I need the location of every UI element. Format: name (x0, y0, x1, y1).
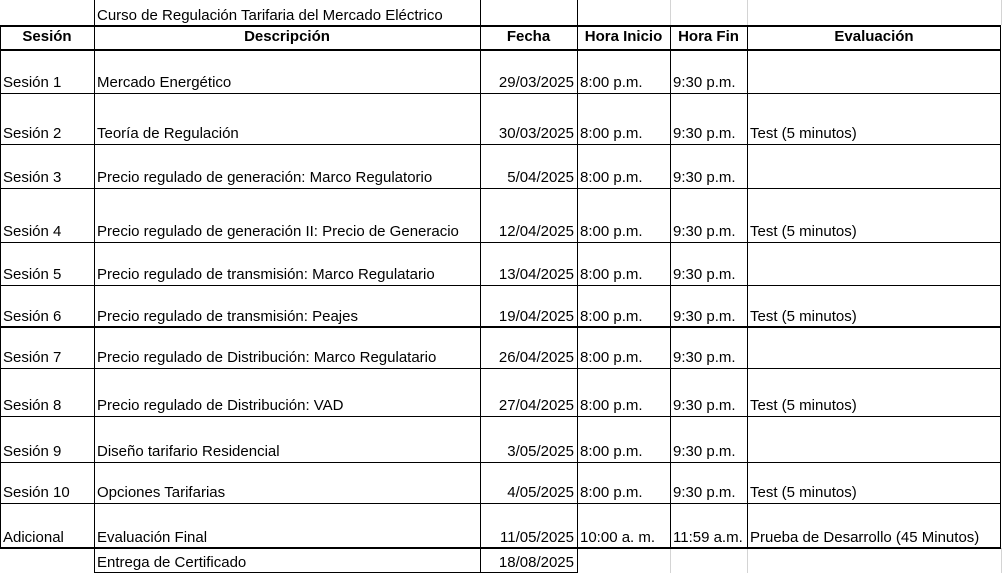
end-time-cell[interactable]: 9:30 p.m. (673, 484, 736, 501)
start-time-cell[interactable]: 8:00 p.m. (580, 308, 643, 325)
column-header-start[interactable]: Hora Inicio (584, 28, 663, 45)
gridline (747, 548, 748, 573)
column-border (94, 548, 95, 573)
description-cell[interactable]: Precio regulado de generación II: Precio de Generacio (97, 223, 459, 240)
evaluation-cell[interactable]: Test (5 minutos) (750, 125, 857, 142)
date-cell[interactable]: 13/04/2025 (498, 266, 574, 283)
certificate-date[interactable]: 18/08/2025 (498, 554, 574, 571)
evaluation-cell[interactable] (747, 244, 1001, 285)
evaluation-cell[interactable] (747, 418, 1001, 462)
description-cell[interactable]: Diseño tarifario Residencial (97, 443, 280, 460)
title-border-left (94, 0, 95, 25)
sheet-title[interactable]: Curso de Regulación Tarifaria del Mercado Eléctrico (97, 7, 443, 24)
date-cell[interactable]: 19/04/2025 (498, 308, 574, 325)
end-time-cell[interactable]: 9:30 p.m. (673, 397, 736, 414)
description-cell[interactable]: Opciones Tarifarias (97, 484, 226, 501)
date-cell[interactable]: 5/04/2025 (507, 169, 574, 186)
end-time-cell[interactable]: 11:59 a.m. (673, 529, 743, 546)
date-cell[interactable]: 12/04/2025 (498, 223, 574, 240)
description-cell[interactable]: Precio regulado de transmisión: Marco Regulatario (97, 266, 435, 283)
description-cell[interactable]: Evaluación Final (97, 529, 208, 546)
session-cell[interactable]: Sesión 2 (3, 125, 62, 142)
session-cell[interactable]: Sesión 5 (3, 266, 62, 283)
session-cell[interactable]: Sesión 3 (3, 169, 62, 186)
description-cell[interactable]: Teoría de Regulación (97, 125, 239, 142)
column-header-evaluation[interactable]: Evaluación (834, 28, 914, 45)
date-cell[interactable]: 3/05/2025 (507, 443, 574, 460)
certificate-description[interactable]: Entrega de Certificado (97, 554, 247, 571)
end-time-cell[interactable]: 9:30 p.m. (673, 223, 736, 240)
evaluation-cell[interactable] (747, 146, 1001, 188)
start-time-cell[interactable]: 8:00 p.m. (580, 74, 643, 91)
session-cell[interactable]: Sesión 10 (3, 484, 70, 501)
start-time-cell[interactable]: 8:00 p.m. (580, 397, 643, 414)
row-border (0, 93, 1001, 94)
session-cell[interactable]: Sesión 6 (3, 308, 62, 325)
evaluation-cell[interactable]: Test (5 minutos) (750, 308, 857, 325)
title-border-right (480, 0, 481, 25)
session-cell[interactable]: Adicional (3, 529, 64, 546)
end-time-cell[interactable]: 9:30 p.m. (673, 74, 736, 91)
start-time-cell[interactable]: 8:00 p.m. (580, 169, 643, 186)
column-border (480, 548, 481, 573)
column-header-description[interactable]: Descripción (244, 28, 330, 45)
evaluation-cell[interactable] (747, 329, 1001, 368)
start-time-cell[interactable]: 8:00 p.m. (580, 484, 643, 501)
start-time-cell[interactable]: 8:00 p.m. (580, 266, 643, 283)
title-border-right (577, 0, 578, 25)
evaluation-cell[interactable] (747, 51, 1001, 93)
row-border (0, 416, 1001, 417)
column-border (670, 25, 671, 548)
start-time-cell[interactable]: 8:00 p.m. (580, 349, 643, 366)
session-cell[interactable]: Sesión 4 (3, 223, 62, 240)
date-cell[interactable]: 27/04/2025 (498, 397, 574, 414)
column-border (577, 25, 578, 548)
row-border (0, 188, 1001, 189)
description-cell[interactable]: Precio regulado de Distribución: Marco Regulatario (97, 349, 437, 366)
start-time-cell[interactable]: 10:00 a. m. (580, 529, 656, 546)
column-border (1000, 25, 1001, 548)
row-border (0, 503, 1001, 504)
column-border (480, 25, 481, 548)
date-cell[interactable]: 11/05/2025 (500, 529, 574, 546)
header-top-border (0, 25, 1001, 27)
date-cell[interactable]: 4/05/2025 (507, 484, 574, 501)
end-time-cell[interactable]: 9:30 p.m. (673, 125, 736, 142)
session-cell[interactable]: Sesión 1 (3, 74, 62, 91)
column-header-end[interactable]: Hora Fin (678, 28, 739, 45)
session-cell[interactable]: Sesión 7 (3, 349, 62, 366)
row-border (0, 462, 1001, 463)
end-time-cell[interactable]: 9:30 p.m. (673, 349, 736, 366)
row-border (0, 242, 1001, 243)
description-cell[interactable]: Mercado Energético (97, 74, 232, 91)
evaluation-cell[interactable]: Test (5 minutos) (750, 223, 857, 240)
start-time-cell[interactable]: 8:00 p.m. (580, 443, 643, 460)
date-cell[interactable]: 26/04/2025 (498, 349, 574, 366)
end-time-cell[interactable]: 9:30 p.m. (673, 169, 736, 186)
end-time-cell[interactable]: 9:30 p.m. (673, 443, 736, 460)
end-time-cell[interactable]: 9:30 p.m. (673, 308, 736, 325)
gridline (1001, 548, 1002, 573)
date-cell[interactable]: 30/03/2025 (498, 125, 574, 142)
row-border (0, 368, 1001, 369)
date-cell[interactable]: 29/03/2025 (498, 74, 574, 91)
row-border (0, 144, 1001, 145)
column-header-date[interactable]: Fecha (506, 28, 551, 45)
session-cell[interactable]: Sesión 8 (3, 397, 62, 414)
end-time-cell[interactable]: 9:30 p.m. (673, 266, 736, 283)
start-time-cell[interactable]: 8:00 p.m. (580, 125, 643, 142)
description-cell[interactable]: Precio regulado de generación: Marco Regulatorio (97, 169, 433, 186)
column-border (0, 25, 1, 548)
column-border (577, 548, 578, 573)
evaluation-cell[interactable]: Test (5 minutos) (750, 484, 857, 501)
description-cell[interactable]: Precio regulado de transmisión: Peajes (97, 308, 358, 325)
row-border (0, 285, 1001, 286)
gridline (670, 548, 671, 573)
gridline (1001, 0, 1002, 25)
row-border-thick (0, 326, 1001, 328)
description-cell[interactable]: Precio regulado de Distribución: VAD (97, 397, 344, 414)
start-time-cell[interactable]: 8:00 p.m. (580, 223, 643, 240)
gridline (747, 0, 748, 25)
session-cell[interactable]: Sesión 9 (3, 443, 62, 460)
gridline (670, 0, 671, 25)
evaluation-cell[interactable]: Prueba de Desarrollo (45 Minutos) (750, 529, 980, 546)
column-border (747, 25, 748, 548)
column-header-session[interactable]: Sesión (22, 28, 72, 45)
evaluation-cell[interactable]: Test (5 minutos) (750, 397, 857, 414)
column-border (94, 25, 95, 548)
